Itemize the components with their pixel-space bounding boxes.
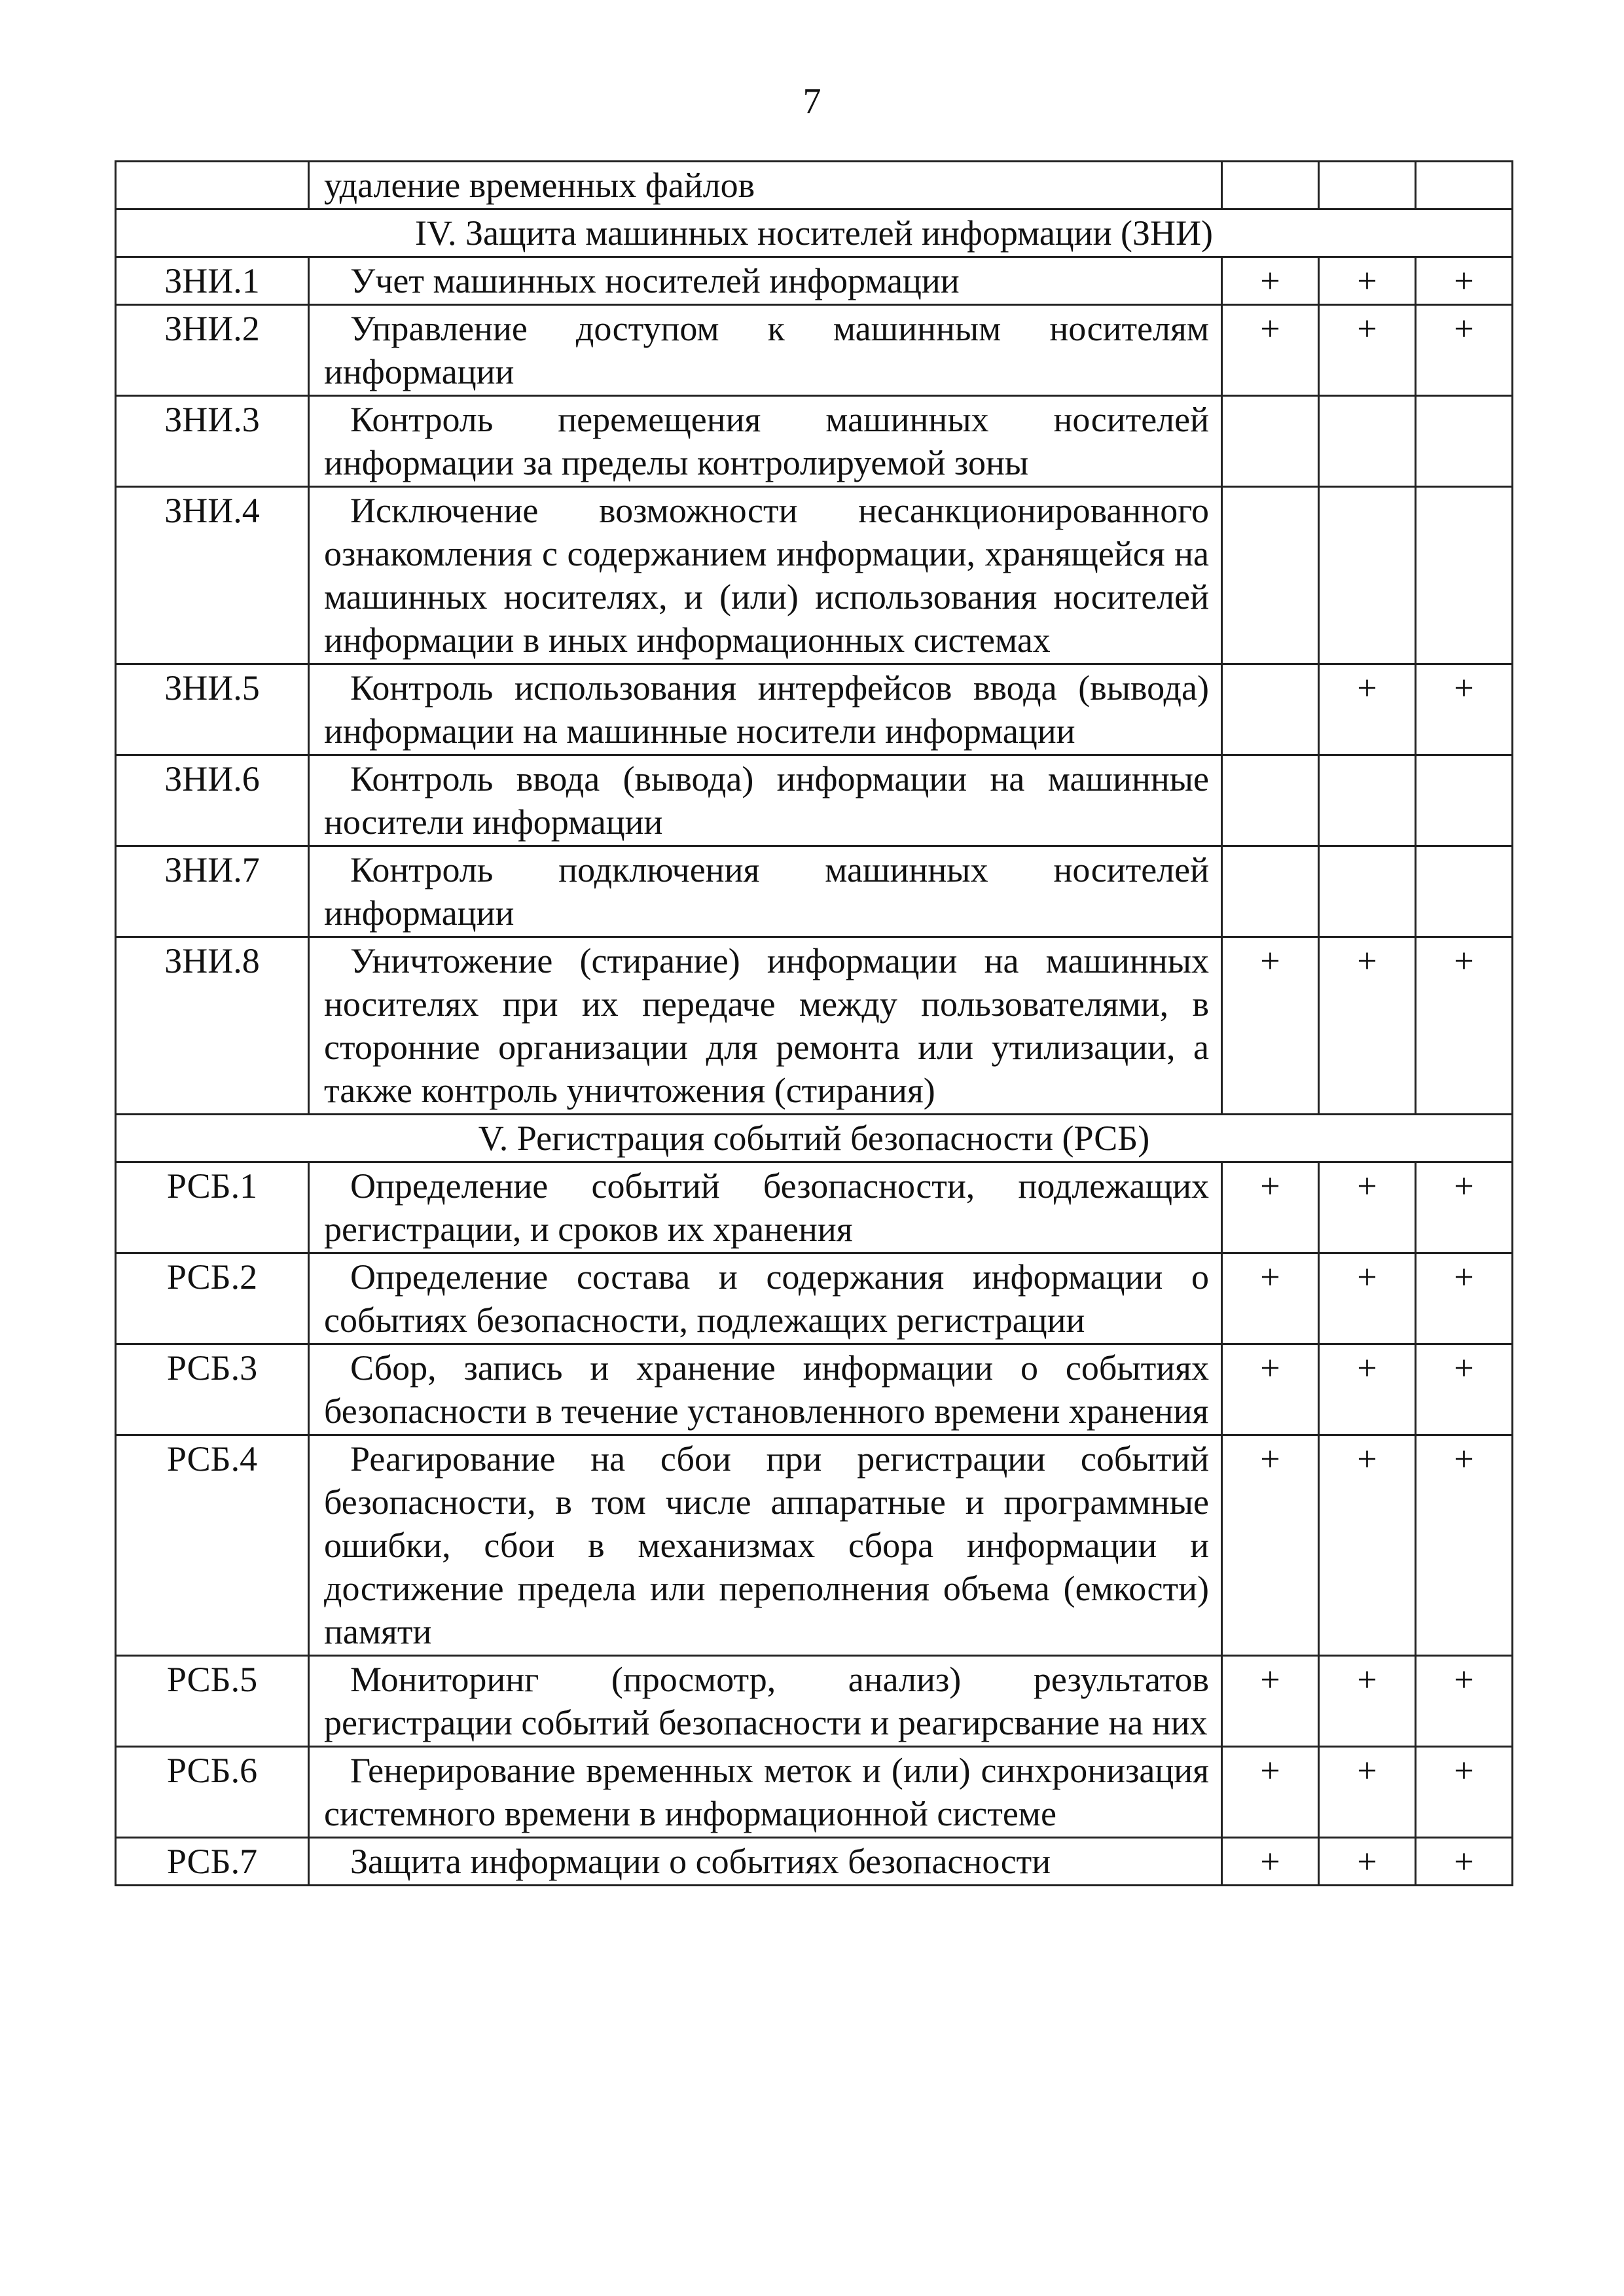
mark-cell: +	[1319, 937, 1416, 1115]
mark-cell: +	[1319, 664, 1416, 755]
table-row	[116, 396, 1513, 487]
mark-cell: +	[1416, 664, 1513, 755]
measure-text: Защита информации о событиях безопасности	[309, 1838, 1222, 1886]
measure-code: ЗНИ.3	[116, 396, 309, 487]
mark-cell	[1319, 755, 1416, 846]
mark-cell: +	[1319, 1435, 1416, 1656]
table-row	[116, 1838, 1513, 1886]
measure-code: ЗНИ.2	[116, 305, 309, 396]
measure-code: ЗНИ.8	[116, 937, 309, 1115]
mark-cell: +	[1222, 1253, 1319, 1344]
mark-cell: +	[1416, 1162, 1513, 1253]
table-row	[116, 664, 1513, 755]
measure-text: Контроль перемещения машинных носителей информации за пределы контролируемой зоны	[309, 396, 1222, 487]
section-title: IV. Защита машинных носителей информации (ЗНИ)	[116, 209, 1513, 257]
mark-cell	[1319, 162, 1416, 209]
mark-cell: +	[1319, 1162, 1416, 1253]
table-row	[116, 305, 1513, 396]
measure-text: Учет машинных носителей информации	[309, 257, 1222, 305]
mark-cell	[1222, 396, 1319, 487]
mark-cell: +	[1222, 1435, 1319, 1656]
measure-code: РСБ.2	[116, 1253, 309, 1344]
mark-cell	[1319, 396, 1416, 487]
mark-cell	[1222, 755, 1319, 846]
table-row	[116, 487, 1513, 664]
mark-cell: +	[1416, 1747, 1513, 1838]
mark-cell: +	[1222, 1344, 1319, 1435]
mark-cell: +	[1319, 1656, 1416, 1747]
table-row	[116, 1435, 1513, 1656]
mark-cell: +	[1416, 305, 1513, 396]
measure-code: ЗНИ.7	[116, 846, 309, 937]
measure-text: Управление доступом к машинным носителям информации	[309, 305, 1222, 396]
table-row	[116, 755, 1513, 846]
measure-text: Исключение возможности несанкционированного ознакомления с содержанием информации, хранящейся на машинных носителях, и (или) использования носителей информации в иных информационных системах	[309, 487, 1222, 664]
mark-cell	[1416, 162, 1513, 209]
mark-cell: +	[1416, 1435, 1513, 1656]
mark-cell	[1222, 846, 1319, 937]
mark-cell: +	[1416, 1656, 1513, 1747]
table-row	[116, 1162, 1513, 1253]
measure-code: РСБ.4	[116, 1435, 309, 1656]
mark-cell	[1416, 755, 1513, 846]
measure-text: Реагирование на сбои при регистрации событий безопасности, в том числе аппаратные и программные ошибки, сбои в механизмах сбора информации и достижение предела или переполнения объема (емкости) памяти	[309, 1435, 1222, 1656]
section-title: V. Регистрация событий безопасности (РСБ)	[116, 1115, 1513, 1162]
mark-cell: +	[1222, 1747, 1319, 1838]
table-row	[116, 1253, 1513, 1344]
mark-cell	[1416, 487, 1513, 664]
section-header-row	[116, 1115, 1513, 1162]
measure-text: Определение событий безопасности, подлежащих регистрации, и сроков их хранения	[309, 1162, 1222, 1253]
mark-cell: +	[1416, 937, 1513, 1115]
measure-text: Контроль подключения машинных носителей информации	[309, 846, 1222, 937]
mark-cell: +	[1222, 257, 1319, 305]
table-row-continuation	[116, 162, 1513, 209]
table-row	[116, 1656, 1513, 1747]
page-number: 7	[803, 81, 821, 122]
mark-cell: +	[1319, 1747, 1416, 1838]
measure-code-cell	[116, 162, 309, 209]
mark-cell	[1416, 846, 1513, 937]
mark-cell: +	[1222, 1838, 1319, 1886]
measure-code: ЗНИ.6	[116, 755, 309, 846]
measure-code: ЗНИ.4	[116, 487, 309, 664]
mark-cell: +	[1416, 1253, 1513, 1344]
measure-text: Генерирование временных меток и (или) синхронизация системного времени в информационной системе	[309, 1747, 1222, 1838]
mark-cell: +	[1222, 1656, 1319, 1747]
table-row	[116, 1747, 1513, 1838]
measure-code: РСБ.3	[116, 1344, 309, 1435]
measure-code: РСБ.7	[116, 1838, 309, 1886]
measure-text: Контроль использования интерфейсов ввода (вывода) информации на машинные носители информации	[309, 664, 1222, 755]
mark-cell: +	[1416, 257, 1513, 305]
mark-cell: +	[1319, 257, 1416, 305]
mark-cell	[1319, 487, 1416, 664]
measure-code: ЗНИ.1	[116, 257, 309, 305]
measure-text-cell: удаление временных файлов	[309, 162, 1222, 209]
table-row	[116, 257, 1513, 305]
measure-text: Контроль ввода (вывода) информации на машинные носители информации	[309, 755, 1222, 846]
mark-cell: +	[1319, 1838, 1416, 1886]
table-row	[116, 846, 1513, 937]
measure-code: РСБ.6	[116, 1747, 309, 1838]
measure-text: Мониторинг (просмотр, анализ) результатов регистрации событий безопасности и реагирсвание на них	[309, 1656, 1222, 1747]
measure-code: РСБ.1	[116, 1162, 309, 1253]
mark-cell: +	[1222, 937, 1319, 1115]
requirements-table	[115, 160, 1513, 1886]
mark-cell: +	[1319, 1253, 1416, 1344]
mark-cell: +	[1319, 1344, 1416, 1435]
mark-cell	[1416, 396, 1513, 487]
mark-cell	[1222, 162, 1319, 209]
measure-text: Сбор, запись и хранение информации о событиях безопасности в течение установленного времени хранения	[309, 1344, 1222, 1435]
mark-cell	[1319, 846, 1416, 937]
table-row	[116, 937, 1513, 1115]
mark-cell: +	[1222, 305, 1319, 396]
mark-cell	[1222, 487, 1319, 664]
mark-cell: +	[1416, 1344, 1513, 1435]
section-header-row	[116, 209, 1513, 257]
measure-code: РСБ.5	[116, 1656, 309, 1747]
mark-cell	[1222, 664, 1319, 755]
mark-cell: +	[1319, 305, 1416, 396]
measure-text: Определение состава и содержания информации о событиях безопасности, подлежащих регистрации	[309, 1253, 1222, 1344]
measure-text: Уничтожение (стирание) информации на машинных носителях при их передаче между пользователями, в сторонние организации для ремонта или утилизации, а также контроль уничтожения (стирания)	[309, 937, 1222, 1115]
mark-cell: +	[1222, 1162, 1319, 1253]
table-row	[116, 1344, 1513, 1435]
mark-cell: +	[1416, 1838, 1513, 1886]
measure-code: ЗНИ.5	[116, 664, 309, 755]
